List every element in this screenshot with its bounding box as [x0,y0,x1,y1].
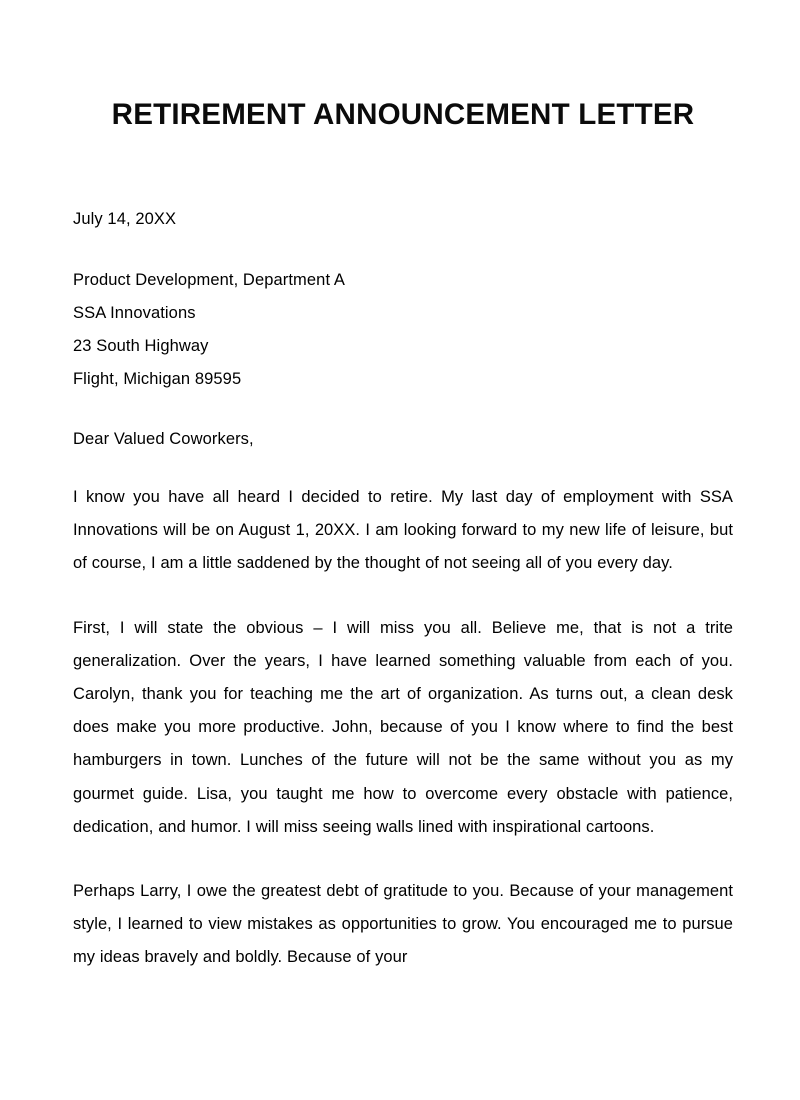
letter-date: July 14, 20XX [73,210,177,228]
letter-salutation: Dear Valued Coworkers, [73,430,254,448]
letter-content [73,0,733,975]
page-title: RETIREMENT ANNOUNCEMENT LETTER [111,98,695,131]
address-line-street: 23 South Highway [73,337,209,355]
address-line-department: Product Development, Department A [73,271,346,289]
letter-paragraph-3: Perhaps Larry, I owe the greatest debt of gratitude to you. Because of your management style, I learned to view mistakes as opportunities to grow. You encouraged me to pursue my ideas bravely and boldly. Because of your [73,882,733,967]
recipient-address-block [73,230,733,396]
address-line-company: SSA Innovations [73,304,196,322]
address-line-city-state-zip: Flight, Michigan 89595 [73,370,242,388]
letter-paragraph-2: First, I will state the obvious – I will miss you all. Believe me, that is not a trite generalization. Over the years, I have learned something valuable from each of you. Carolyn, thank you for teaching me the art of organization. As turns out, a clean desk does make you more productive. John, because of you I know where to find the best hamburgers in town. Lunches of the future will not be the same without you as my gourmet guide. Lisa, you taught me how to overcome every obstacle with patience, dedication, and humor. I will miss seeing walls lined with inspirational cartoons. [73,618,733,836]
letter-paragraph-1: I know you have all heard I decided to retire. My last day of employment with SSA Innovations will be on August 1, 20XX. I am looking forward to my new life of leisure, but of course, I am a little saddened by the thought of not seeing all of you every day. [73,488,733,573]
